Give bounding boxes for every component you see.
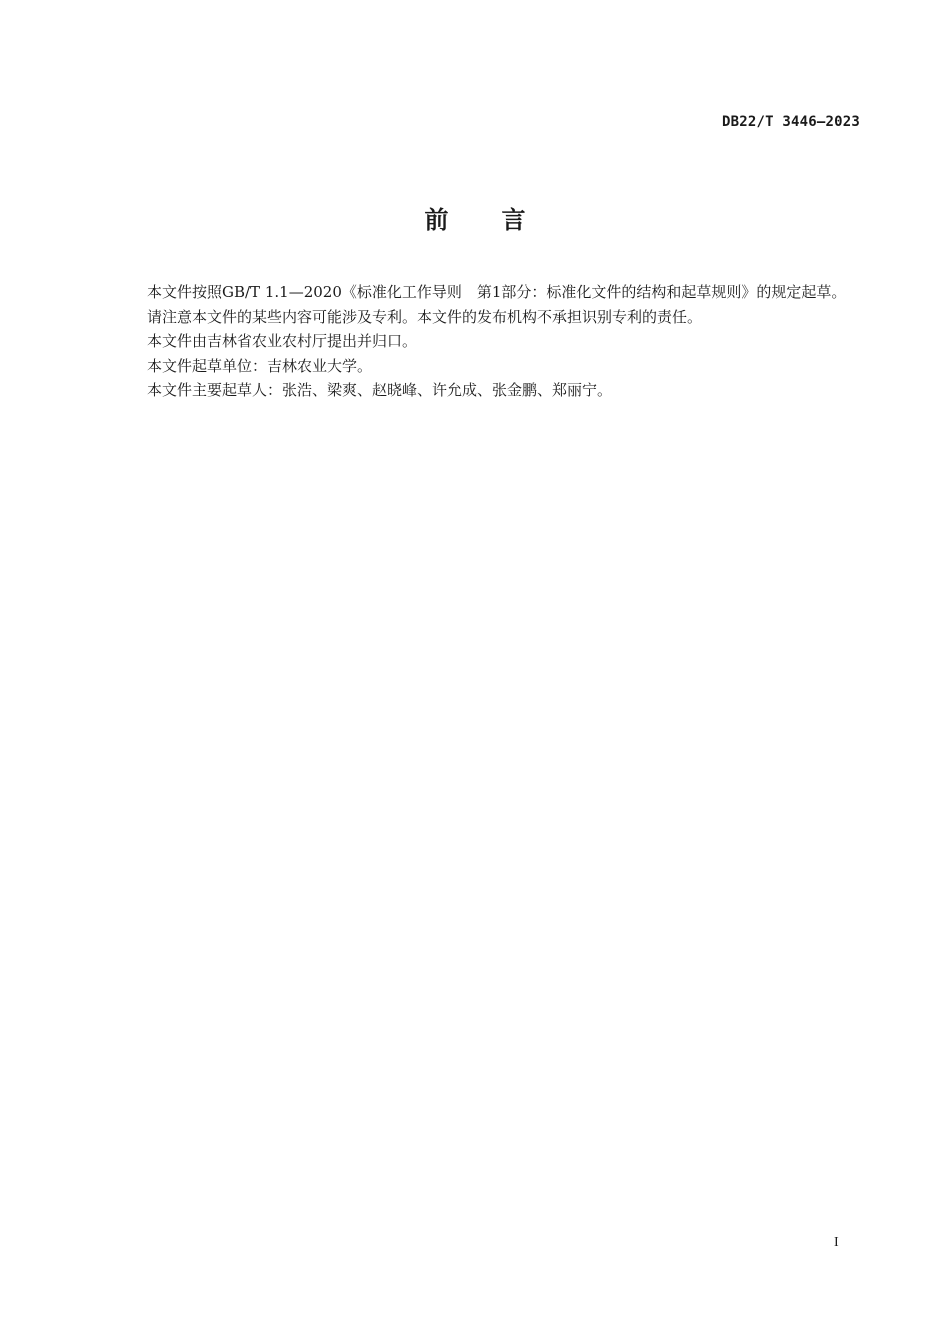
- preface-body: [113, 280, 860, 403]
- paragraph-proposer: 本文件由吉林省农业农村厅提出并归口。: [147, 332, 418, 350]
- paragraph-drafting-unit: 本文件起草单位：吉林农业大学。: [147, 356, 373, 375]
- title-char-2: 言: [501, 206, 526, 234]
- paragraph-patent-notice: 请注意本文件的某些内容可能涉及专利。本文件的发布机构不承担识别专利的责任。: [147, 307, 703, 326]
- title-char-1: 前: [424, 206, 449, 234]
- page-number: I: [834, 1235, 839, 1250]
- paragraph-standard-basis: 本文件按照GB/T 1.1—2020《标准化工作导则 第1部分：标准化文件的结构和起草规则》的规定起草。: [147, 283, 847, 301]
- paragraph-drafters: 本文件主要起草人：张浩、梁爽、赵晓峰、许允成、张金鹏、郑丽宁。: [147, 381, 613, 399]
- page-title: [0, 200, 950, 235]
- document-code: DB22/T 3446—2023: [721, 114, 860, 130]
